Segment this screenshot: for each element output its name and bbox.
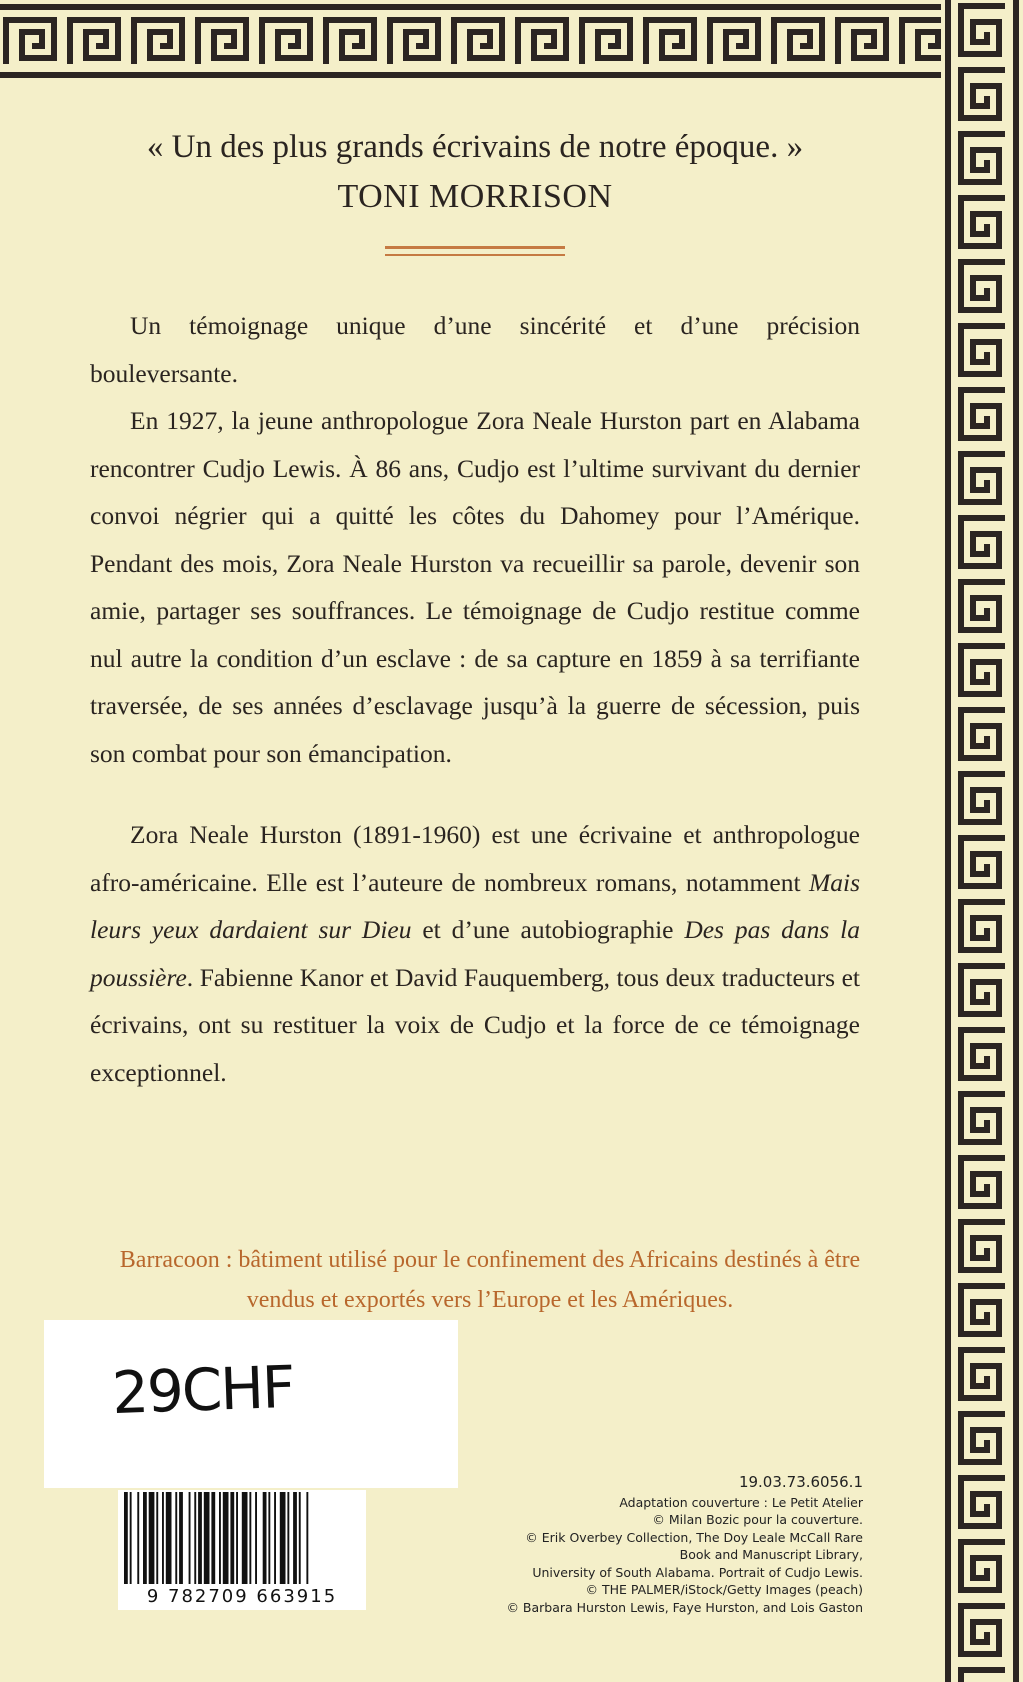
credit-line: © Milan Bozic pour la couverture. [652,1512,863,1527]
credit-line: © Barbara Hurston Lewis, Faye Hurston, and Lois Gaston [506,1599,863,1615]
credit-line: University of South Alabama. Portrait of Cudjo Lewis. [532,1564,863,1580]
book-title-1: Mais leurs yeux dardaient sur Dieu [90,867,860,944]
quote-text: « Un des plus grands écrivains de notre époque. » [146,129,804,165]
barracoon-definition: Barracoon : bâtiment utilisé pour le confinement des Africains destinés à être vendus et exportés vers l’Europe et les Amériques. [119,1247,861,1313]
greek-key-border-top [0,0,1023,82]
credit-line: © THE PALMER/iStock/Getty Images (peach) [585,1582,863,1597]
intro-paragraph: Un témoignage unique d’une sincérité et d’une précision bouleversante. [90,311,860,388]
story-paragraph: En 1927, la jeune anthropologue Zora Neale Hurston part en Alabama rencontrer Cudjo Lewis. À 86 ans, Cudjo est l’ultime survivant du dernier convoi négrier qui a quitté les côtes du Dahomey pour l’Amérique. Pendant des mois, Zora Neale Hurston va recueillir sa parole, devenir son amie, partager ses souffrances. Le témoignage de Cudjo restitue comme nul autre la condition d’un esclave : de sa capture en 1859 à sa terrifiante traversée, de ses années d’esclavage jusqu’à la guerre de sécession, puis son combat pour son émancipation. [90,406,860,768]
credit-line: © Erik Overbey Collection, The Doy Leale McCall Rare [525,1529,863,1545]
product-code: 19.03.73.6056.1 [738,1473,863,1491]
main-text [90,110,860,1096]
handwritten-price: 29CHF [110,1352,295,1428]
greek-key-border-right [941,0,1023,1682]
ornament-divider [385,246,565,262]
author-bio-paragraph: Zora Neale Hurston (1891-1960) est une écrivaine et anthropologue afro-américaine. Elle est l’auteure de nombreux romans, notamment Mais leurs yeux dardaient sur Dieu et d’une autobiographie Des pas dans la poussière. Fabienne Kanor et David Fauquemberg, tous deux traducteurs et écrivains, ont su restituer la voix de Cudjo et la force de ce témoignage exceptionnel. [90,820,860,1087]
credit-line: Book and Manuscript Library, [679,1547,863,1562]
book-title-2: Des pas dans la poussière [90,915,860,992]
credits-block [443,1474,863,1616]
quote-author: TONI MORRISON [337,178,613,215]
credit-line: Adaptation couverture : Le Petit Atelier [619,1494,863,1510]
isbn-number: 9 782709 663915 [118,1586,366,1607]
